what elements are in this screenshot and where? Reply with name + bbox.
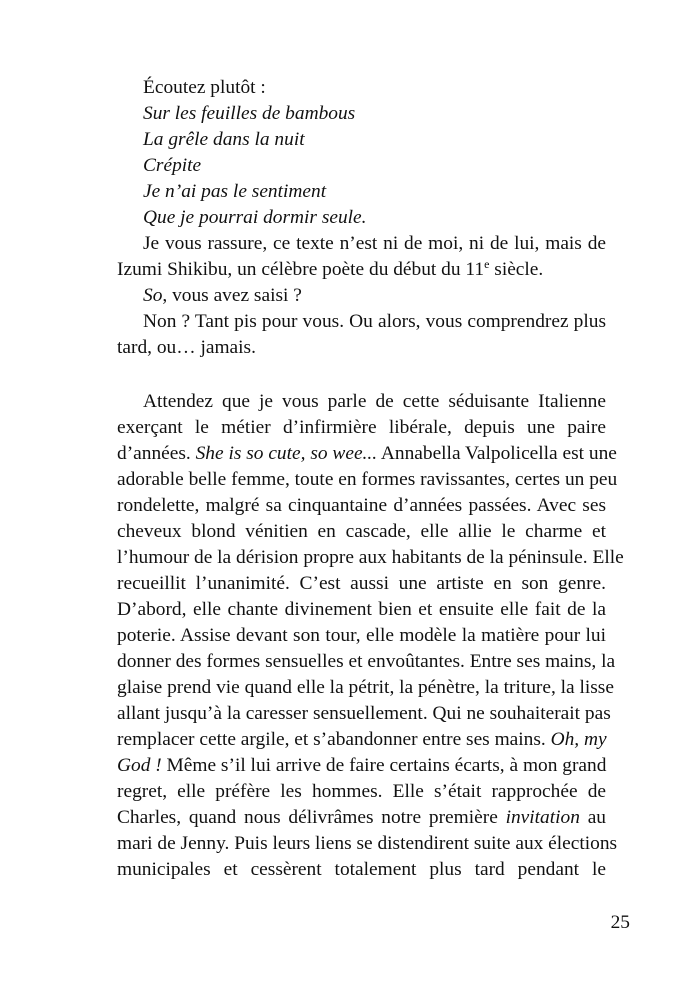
paragraph-4-line-4: adorable belle femme, toute en formes ravissantes, certes un peu bbox=[117, 469, 618, 490]
poem-verse-4: Je n’ai pas le sentiment bbox=[143, 181, 327, 202]
text-run: Même s’il lui arrive de faire certains écarts, à mon grand bbox=[161, 755, 607, 776]
text-run: au bbox=[579, 807, 607, 828]
paragraph-4-line-16: regret, elle préfère les hommes. Elle s’était rapprochée de bbox=[117, 781, 606, 802]
paragraph-4-line-19: municipales et cessèrent totalement plus tard pendant le bbox=[117, 859, 606, 880]
poem-verse-2: La grêle dans la nuit bbox=[143, 129, 305, 150]
paragraph-4-line-11: donner des formes sensuelles et envoûtantes. Entre ses mains, la bbox=[117, 651, 616, 672]
paragraph-1-line-2 bbox=[117, 257, 606, 283]
paragraph-2 bbox=[143, 283, 606, 309]
text-run: remplacer cette argile, et s’abandonner entre ses mains. bbox=[117, 729, 551, 750]
paragraph-4-line-1: Attendez que je vous parle de cette séduisante Italienne bbox=[143, 391, 606, 412]
text-run: Izumi Shikibu, un célèbre poète du début du 11 bbox=[117, 259, 485, 280]
emphasis: God ! bbox=[117, 755, 162, 776]
emphasis: She is so cute, so wee... bbox=[195, 443, 378, 464]
poem-intro: Écoutez plutôt : bbox=[143, 77, 266, 98]
text-run: siècle. bbox=[489, 259, 544, 280]
emphasis: invitation bbox=[505, 807, 580, 828]
paragraph-4-line-5: rondelette, malgré sa cinquantaine d’années passées. Avec ses bbox=[117, 495, 606, 516]
paragraph-4-line-10: poterie. Assise devant son tour, elle modèle la matière pour lui bbox=[117, 625, 606, 646]
emphasis: So bbox=[143, 285, 163, 306]
paragraph-4-line-7: l’humour de la dérision propre aux habitants de la péninsule. Elle bbox=[117, 547, 624, 568]
superscript: e bbox=[484, 257, 490, 272]
paragraph-4-line-12: glaise prend vie quand elle la pétrit, la pénètre, la triture, la lisse bbox=[117, 677, 614, 698]
poem-verse-3: Crépite bbox=[143, 155, 202, 176]
paragraph-4-line-15 bbox=[117, 753, 606, 779]
paragraph-4-line-2: exerçant le métier d’infirmière libérale, depuis une paire bbox=[117, 417, 606, 438]
paragraph-4-line-8: recueillit l’unanimité. C’est aussi une artiste en son genre. bbox=[117, 573, 606, 594]
text-run: , vous avez saisi ? bbox=[162, 285, 302, 306]
paragraph-4-line-13: allant jusqu’à la caresser sensuellement. Qui ne souhaiterait pas bbox=[117, 703, 611, 724]
paragraph-1-line-1: Je vous rassure, ce texte n’est ni de moi, ni de lui, mais de bbox=[143, 233, 606, 254]
paragraph-3-line-1: Non ? Tant pis pour vous. Ou alors, vous comprendrez plus bbox=[143, 311, 606, 332]
paragraph-4-line-9: D’abord, elle chante divinement bien et ensuite elle fait de la bbox=[117, 599, 606, 620]
text-run: Annabella Valpolicella est une bbox=[377, 443, 617, 464]
paragraph-4-line-14 bbox=[117, 727, 606, 753]
poem-verse-5: Que je pourrai dormir seule. bbox=[143, 207, 367, 228]
paragraph-4-line-18: mari de Jenny. Puis leurs liens se distendirent suite aux élections bbox=[117, 833, 618, 854]
paragraph-4-line-6: cheveux blond vénitien en cascade, elle allie le charme et bbox=[117, 521, 606, 542]
text-run: d’années. bbox=[117, 443, 196, 464]
paragraph-4-line-17 bbox=[117, 805, 606, 831]
paragraph-4-line-3 bbox=[117, 441, 617, 467]
emphasis: Oh, my bbox=[550, 729, 607, 750]
page-number: 25 bbox=[610, 912, 630, 933]
poem-verse-1: Sur les feuilles de bambous bbox=[143, 103, 356, 124]
text-run: Charles, quand nous délivrâmes notre première bbox=[117, 807, 506, 828]
paragraph-3-line-2: tard, ou… jamais. bbox=[117, 337, 256, 358]
